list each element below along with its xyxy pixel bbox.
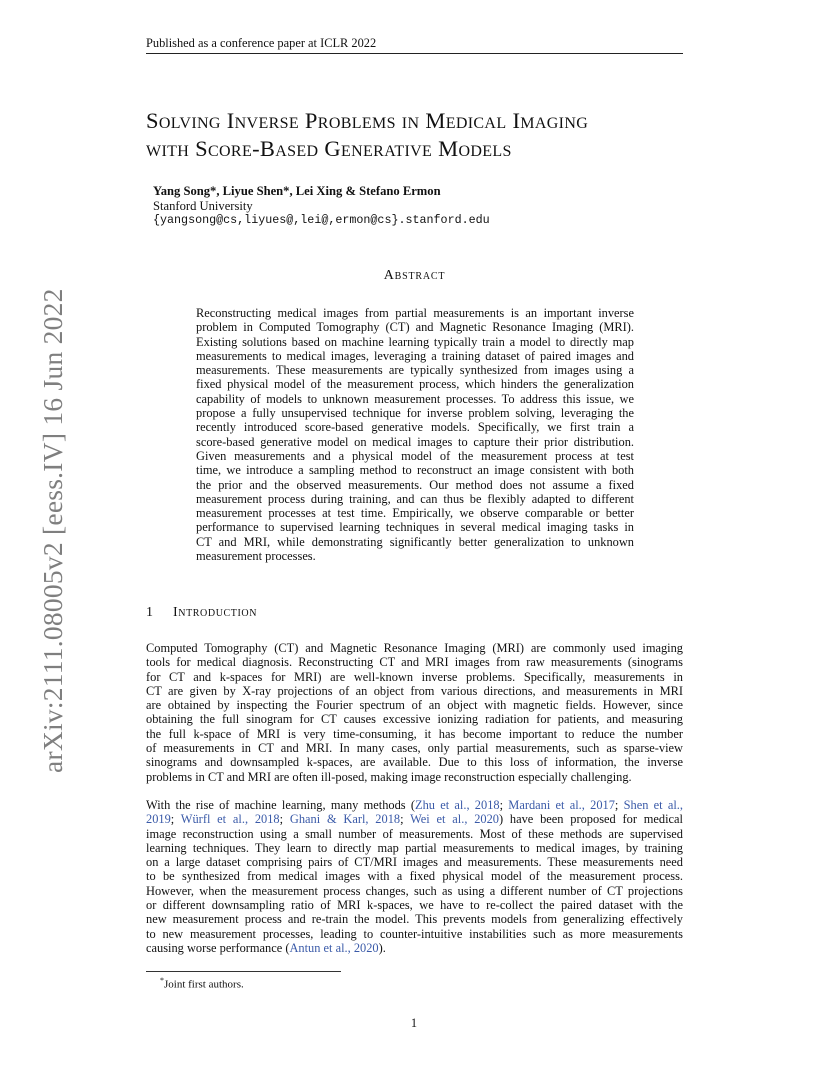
author-affiliation: Stanford University xyxy=(153,199,253,213)
abstract-line: fixed physical model of the measurement process, which hinders the generalization xyxy=(196,377,634,392)
arxiv-stamp: arXiv:2111.08005v2 [eess.IV] 16 Jun 2022 xyxy=(37,288,68,773)
title-line-2: with Score-Based Generative Models xyxy=(146,136,512,161)
citation-link-wurfl[interactable]: Würfl et al., 2018 xyxy=(180,812,280,827)
citation-link-mardani[interactable]: Mardani et al., 2017 xyxy=(508,798,615,812)
paragraph-line: obtaining the full sinogram for CT causes excessive ionizing radiation for patients, and measuring xyxy=(146,712,683,727)
abstract-line: measurement processes. xyxy=(196,549,316,564)
section-number: 1 xyxy=(146,605,154,620)
paragraph-line: new measurement process and re-train the model. This prevents models from generalizing effectively xyxy=(146,912,683,927)
abstract-line: capability of models to unknown measurement processes. To address this issue, we xyxy=(196,391,634,406)
abstract-line: propose a fully unsupervised technique for inverse problem solving, leveraging the xyxy=(196,406,634,421)
intro-paragraph-2 xyxy=(146,798,683,955)
text-run: ; xyxy=(170,812,181,827)
author-names: Yang Song*, Liyue Shen*, Lei Xing & Stefano Ermon xyxy=(153,184,441,198)
author-email: {yangsong@cs,liyues@,lei@,ermon@cs}.stanford.edu xyxy=(153,213,490,227)
paragraph-line: learning techniques. They learn to directly map partial measurements to medical images, by training xyxy=(146,840,683,855)
paragraph-line xyxy=(146,941,683,955)
abstract-heading: Abstract xyxy=(383,268,446,283)
paragraph-line xyxy=(146,812,683,826)
abstract-line: score-based generative model on medical images to capture their prior distribution. xyxy=(196,434,634,449)
abstract-line: the prior and the observed measurements. Our method does not assume a fixed xyxy=(196,477,634,492)
text-run: ). xyxy=(378,940,386,955)
text-run: ; xyxy=(499,798,509,812)
citation-link-antun[interactable]: Antun et al., 2020 xyxy=(289,940,379,955)
footnote-rule xyxy=(146,971,341,972)
citation-link-wei[interactable]: Wei et al., 2020 xyxy=(410,812,499,827)
citation-link-ghani[interactable]: Ghani & Karl, 2018 xyxy=(289,812,401,827)
citation-link-zhu[interactable]: Zhu et al., 2018 xyxy=(415,798,500,812)
footnote-text: Joint first authors. xyxy=(164,978,244,991)
paragraph-line: sinograms and downsampled k-spaces, are available. Due to this loss of information, the inverse xyxy=(146,755,683,770)
section-heading-introduction xyxy=(146,605,257,621)
abstract-line: problem in Computed Tomography (CT) and Magnetic Resonance Imaging (MRI). xyxy=(196,320,634,335)
text-run: ) have been proposed for medical xyxy=(499,812,683,827)
paragraph-line: on a large dataset comprising pairs of CT/MRI images and measurements. These measurements need xyxy=(146,855,683,870)
abstract-line: measurements. These measurements are typically synthesized from images using a xyxy=(196,363,634,378)
paper-title xyxy=(146,107,706,163)
abstract-line: performance to supervised learning techniques in several medical imaging tasks in xyxy=(196,520,634,535)
abstract-body xyxy=(196,306,634,563)
abstract-line: CT and MRI, while demonstrating significantly better generalization to unknown xyxy=(196,534,634,549)
paragraph-line: or different downsampling ratio of MRI k-spaces, we have to re-collect the paired dataset with the xyxy=(146,898,683,913)
footnote xyxy=(160,976,244,991)
paragraph-line: to new measurement processes, leading to counter-intuitive instabilities such as more measurements xyxy=(146,926,683,941)
paragraph-line: Computed Tomography (CT) and Magnetic Resonance Imaging (MRI) are commonly used imaging xyxy=(146,641,683,655)
header-rule xyxy=(146,53,683,54)
section-title: Introduction xyxy=(173,605,258,620)
citation-link-shen-year[interactable]: 2019 xyxy=(146,812,171,827)
paragraph-line: of measurements in CT and MRI. In many cases, only partial measurements, such as sparse-view xyxy=(146,741,683,756)
abstract-line: time, we introduce a sampling method to reconstruct an image consistent with both xyxy=(196,463,634,478)
abstract-line: measurement processes at test time. Empirically, we observe comparable or better xyxy=(196,506,634,521)
paragraph-line: problems in CT and MRI are often ill-posed, making image reconstruction especially challenging. xyxy=(146,769,632,784)
paragraph-line: to be synthesized from medical images with a fixed physical model of the measurement process. xyxy=(146,869,683,884)
abstract-line: recently introduced score-based generative models. Specifically, we first train a xyxy=(196,420,634,435)
footnote-mark: * xyxy=(160,976,164,985)
paragraph-line: the full k-space of MRI is very time-consuming, it has become important to reduce the number xyxy=(146,726,683,741)
paragraph-line: However, when the measurement process changes, such as using a different number of CT projections xyxy=(146,883,683,898)
paragraph-line: for CT and k-spaces for MRI) are well-known inverse problems. Specifically, measurements in xyxy=(146,669,683,684)
paragraph-line: CT are given by X-ray projections of an object from various directions, and measurements in MRI xyxy=(146,683,683,698)
intro-paragraph-1 xyxy=(146,641,683,784)
citation-link-shen[interactable]: Shen et al., xyxy=(623,798,683,812)
abstract-line: Existing solutions based on machine learning typically train a model to directly map xyxy=(196,334,634,349)
title-line-1: Solving Inverse Problems in Medical Imaging xyxy=(146,108,589,133)
text-run: ; xyxy=(614,798,624,812)
text-run: ; xyxy=(400,812,411,827)
abstract-line: Reconstructing medical images from partial measurements is an important inverse xyxy=(196,306,634,320)
paragraph-line: image reconstruction using a small number of measurements. Most of these methods are supervised xyxy=(146,826,683,841)
running-header: Published as a conference paper at ICLR 2022 xyxy=(146,36,377,50)
paragraph-line xyxy=(146,798,683,812)
abstract-line: measurements to medical images, leveraging a training dataset of paired images and xyxy=(196,348,634,363)
paragraph-line: are obtained by inspecting the Fourier spectrum of an object with magnetic fields. However, since xyxy=(146,698,683,713)
abstract-line: measurement process during training, and can thus be flexibly adapted to different xyxy=(196,491,634,506)
text-run: causing worse performance ( xyxy=(146,940,290,955)
page-number: 1 xyxy=(410,1016,418,1030)
paragraph-line: tools for medical diagnosis. Reconstructing CT and MRI images from raw measurements (sinograms xyxy=(146,655,683,670)
abstract-line: Given measurements and a physical model of the measurement process at test xyxy=(196,448,634,463)
text-run: With the rise of machine learning, many methods ( xyxy=(146,798,415,812)
text-run: ; xyxy=(279,812,290,827)
